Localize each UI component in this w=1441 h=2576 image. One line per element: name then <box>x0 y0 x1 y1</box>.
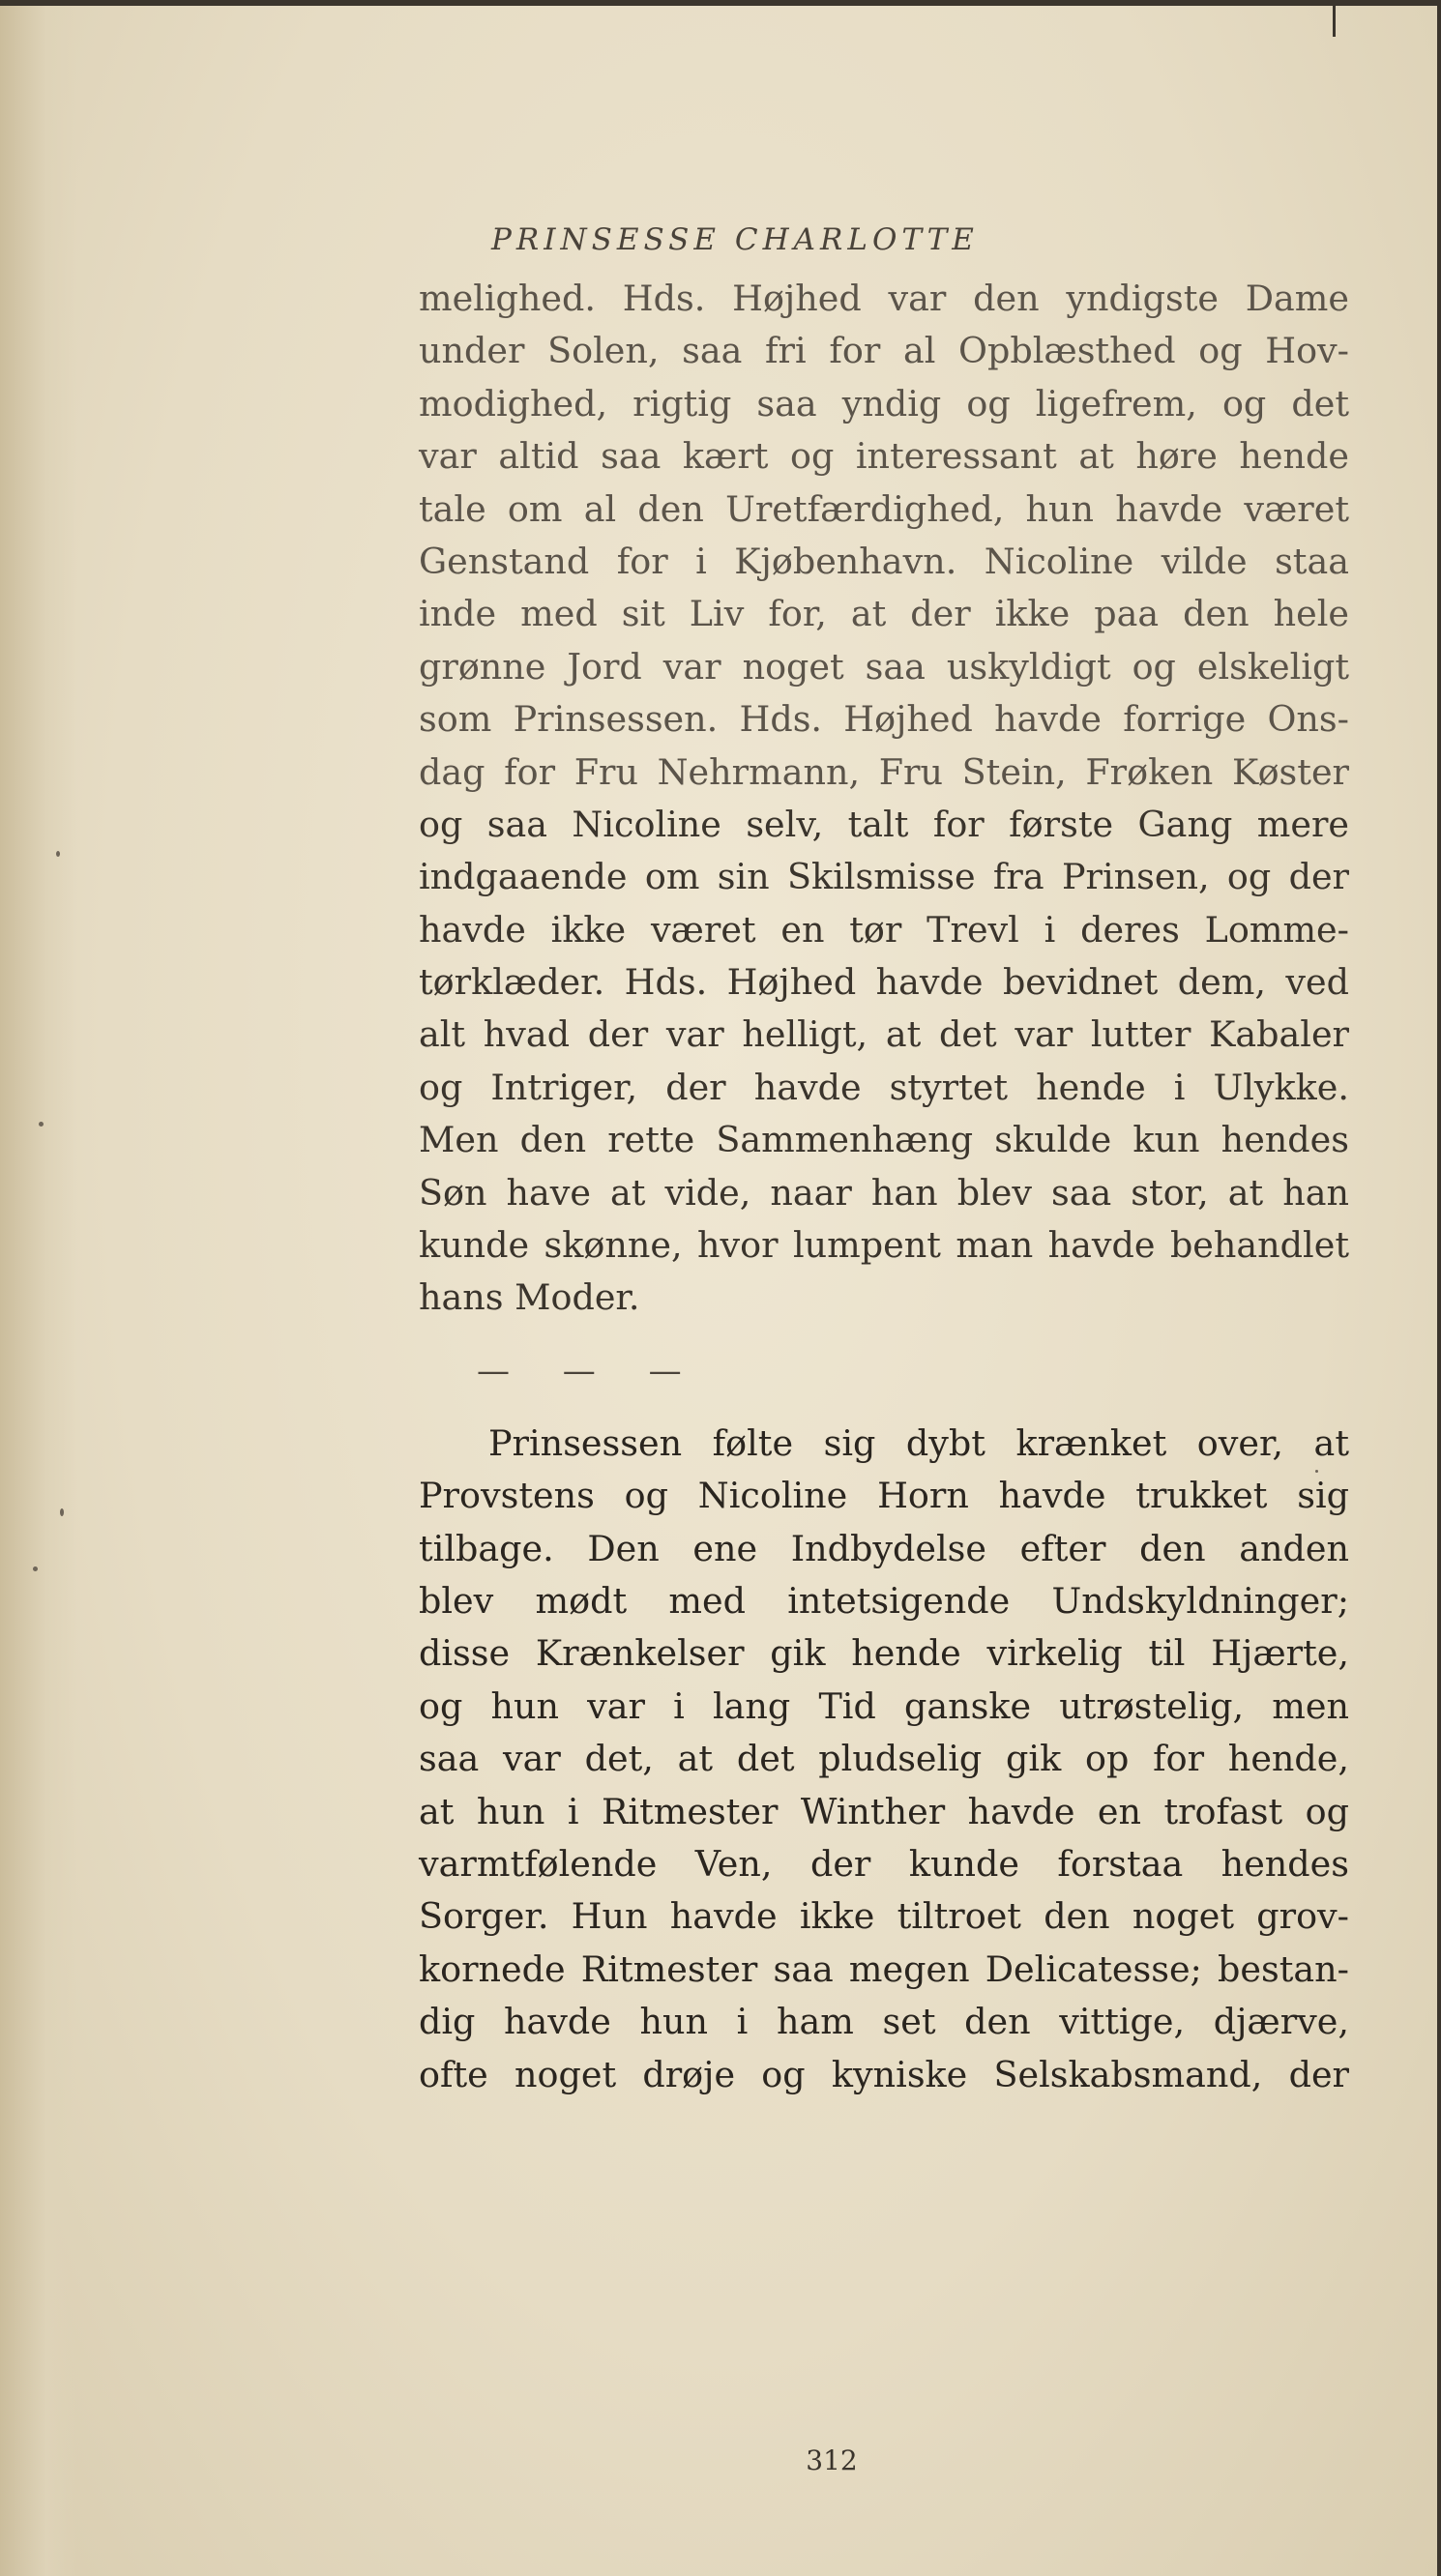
paper-speck <box>56 851 60 857</box>
text-line: kornede Ritmester saa megen Delicatesse; bestan- <box>419 1947 1349 1990</box>
text-line: Prinsessen følte sig dybt krænket over, at <box>488 1421 1349 1464</box>
text-line: varmtfølende Ven, der kunde forstaa hendes <box>419 1842 1349 1885</box>
text-line: hans Moder. <box>419 1276 640 1319</box>
text-line: disse Krænkelser gik hende virkelig til Hjærte, <box>419 1632 1349 1675</box>
text-line: inde med sit Liv for, at der ikke paa den hele <box>419 593 1349 635</box>
text-line: tale om al den Uretfærdighed, hun havde været <box>419 487 1349 530</box>
text-line: at hun i Ritmester Winther havde en trofast og <box>419 1790 1349 1832</box>
text-line: under Solen, saa fri for al Opblæsthed og Hov- <box>419 330 1349 372</box>
text-line: Søn have at vide, naar han blev saa stor, at han <box>419 1171 1349 1214</box>
text-line: kunde skønne, hvor lumpent man havde behandlet <box>419 1224 1349 1267</box>
text-line: og Intriger, der havde styrtet hende i Ulykke. <box>419 1066 1349 1108</box>
text-line: som Prinsessen. Hds. Højhed havde forrige Ons- <box>419 698 1349 741</box>
text-line: saa var det, at det pludselig gik op for hende, <box>419 1738 1349 1780</box>
text-line: indgaaende om sin Skilsmisse fra Prinsen, og der <box>419 856 1349 898</box>
text-line: dag for Fru Nehrmann, Fru Stein, Frøken Køster <box>419 750 1349 793</box>
text-line: grønne Jord var noget saa uskyldigt og elskeligt <box>419 645 1349 688</box>
text-line: dig havde hun i ham set den vittige, djærve, <box>419 2001 1349 2043</box>
text-line: Provstens og Nicoline Horn havde trukket sig <box>419 1475 1349 1517</box>
text-line: og saa Nicoline selv, talt for første Gang mere <box>419 803 1349 845</box>
page-number: 312 <box>806 2444 858 2476</box>
paragraph <box>419 1418 1349 2101</box>
text-line: modighed, rigtig saa yndig og ligefrem, og det <box>419 382 1349 424</box>
scan-right-edge <box>1437 0 1441 2576</box>
text-line: Genstand for i Kjøbenhavn. Nicoline vilde staa <box>419 540 1349 582</box>
scan-edge-mark <box>1333 0 1336 37</box>
scan-top-edge <box>0 0 1441 6</box>
text-line: tilbage. Den ene Indbydelse efter den anden <box>419 1527 1349 1569</box>
text-line: melighed. Hds. Højhed var den yndigste Dame <box>419 278 1349 319</box>
paragraph-continued <box>419 273 1349 1325</box>
paper-speck <box>33 1566 38 1571</box>
section-break: — — — <box>477 1351 703 1390</box>
page-gutter-shadow <box>0 0 77 2576</box>
running-head: PRINSESSE CHARLOTTE <box>491 222 979 257</box>
text-line: var altid saa kært og interessant at høre hende <box>419 435 1349 478</box>
text-line: Sorger. Hun havde ikke tiltroet den noget grov- <box>419 1895 1349 1938</box>
paper-speck <box>60 1508 64 1516</box>
text-line: alt hvad der var helligt, at det var lutter Kabaler <box>419 1013 1349 1056</box>
text-line: ofte noget drøje og kyniske Selskabsmand, der <box>419 2053 1349 2095</box>
text-line: og hun var i lang Tid ganske utrøstelig, men <box>419 1684 1349 1727</box>
body-text <box>419 273 1349 2101</box>
paper-speck <box>39 1122 44 1127</box>
text-line: havde ikke været en tør Trevl i deres Lomme- <box>419 908 1349 951</box>
text-line: tørklæder. Hds. Højhed havde bevidnet dem, ved <box>419 961 1349 1004</box>
text-line: blev mødt med intetsigende Undskyldninger; <box>419 1579 1349 1622</box>
text-line: Men den rette Sammenhæng skulde kun hendes <box>419 1119 1349 1161</box>
